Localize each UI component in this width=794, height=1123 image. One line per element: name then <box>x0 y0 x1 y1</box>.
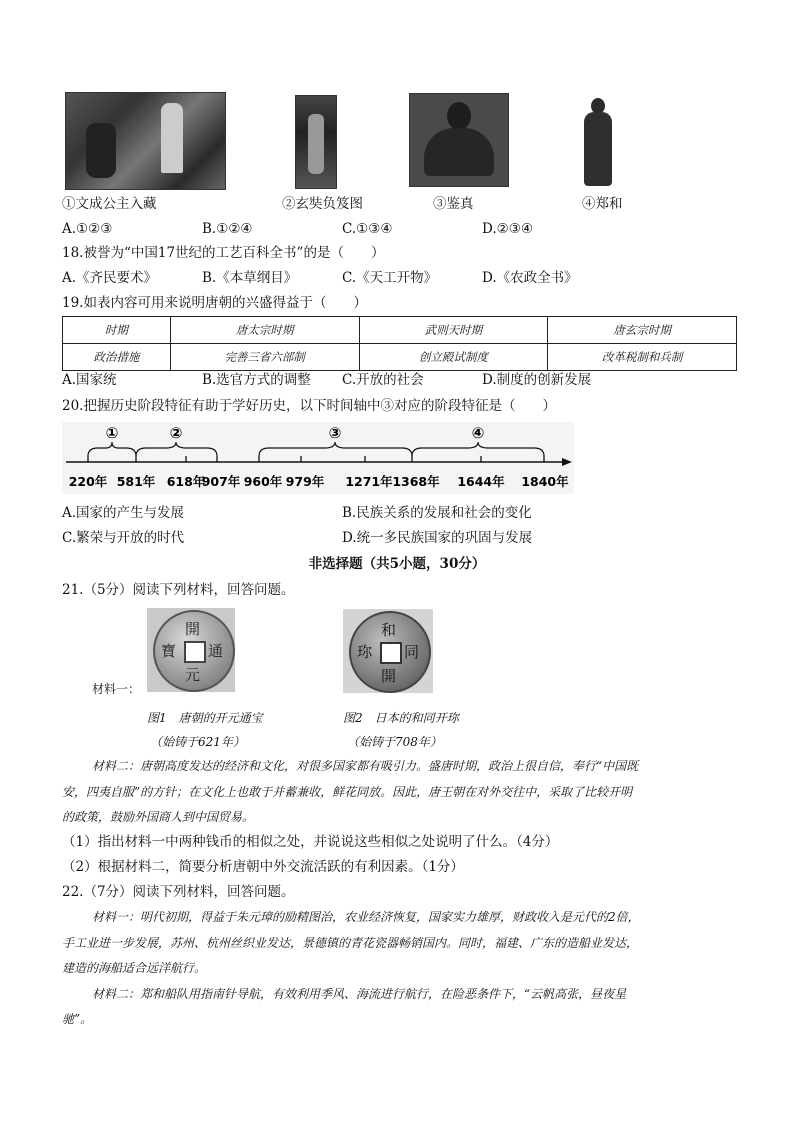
q20-option-b: B.民族关系的发展和社会的变化 <box>342 505 532 521</box>
coin-square-hole <box>184 641 206 663</box>
q17-option-b: B.①②④ <box>202 221 253 237</box>
fig2-caption: 图2 日本的和同开珎 <box>343 711 459 725</box>
table-cell: 创立殿试制度 <box>359 344 548 371</box>
coin2-figure <box>343 609 433 693</box>
year-1368: 1368年 <box>392 474 440 489</box>
q17-option-a: A.①②③ <box>62 221 113 237</box>
caption-4: ④郑和 <box>582 196 623 212</box>
table-cell: 唐玄宗时期 <box>548 317 737 344</box>
q20-stem: 20.把握历史阶段特征有助于学好历史，以下时间轴中③对应的阶段特征是（ ） <box>62 398 556 414</box>
marker-1: ① <box>105 424 119 442</box>
year-220: 220年 <box>68 474 108 489</box>
marker-2: ② <box>169 424 183 442</box>
q18-option-a: A.《齐民要术》 <box>62 270 158 286</box>
coin-char: 通 <box>208 642 224 660</box>
q17-option-c: C.①③④ <box>342 221 393 237</box>
fig1-note: （始铸于621年） <box>150 735 245 749</box>
table-cell: 武则天时期 <box>359 317 548 344</box>
q18-option-b: B.《本草纲目》 <box>202 270 298 286</box>
kaiyuan-coin <box>153 610 235 692</box>
wencheng-princess-photo <box>65 92 226 190</box>
coin1-figure <box>147 608 235 692</box>
coin-char: 開 <box>381 667 397 685</box>
q22-material1-line2: 手工业进一步发展，苏州、杭州丝织业发达，景德镇的青花瓷器畅销国内。同时，福建、广东的造船业发达， <box>62 936 639 950</box>
q21-sub2: （2）根据材料二，简要分析唐朝中外交流活跃的有利因素。（1分） <box>62 859 464 875</box>
q21-material2-line1: 材料二：唐朝高度发达的经济和文化，对很多国家都有吸引力。盛唐时期，政治上很自信，奉行“中国既 <box>92 759 639 773</box>
q20-option-a: A.国家的产生与发展 <box>62 505 185 521</box>
q18-option-d: D.《农政全书》 <box>482 270 578 286</box>
table-cell: 时期 <box>63 317 171 344</box>
q18-option-c: C.《天工开物》 <box>342 270 438 286</box>
q21-stem: 21.（5分）阅读下列材料，回答问题。 <box>62 582 295 598</box>
q19-stem: 19.如表内容可用来说明唐朝的兴盛得益于（ ） <box>62 295 367 311</box>
coin-char: 和 <box>381 621 397 639</box>
year-1271: 1271年 <box>345 474 393 489</box>
fig2-note: （始铸于708年） <box>347 735 442 749</box>
q19-option-a: A.国家统 <box>62 372 117 388</box>
coin-char: 同 <box>404 643 420 661</box>
caption-1: ①文成公主入藏 <box>62 196 157 212</box>
coin-char: 元 <box>185 666 201 684</box>
q19-table <box>62 316 737 371</box>
section-title: 非选择题（共5小题，30分） <box>308 556 486 572</box>
table-cell: 政治措施 <box>63 344 171 371</box>
jianzhen-photo <box>409 93 509 187</box>
coin-square-hole <box>380 642 402 664</box>
year-960: 960年 <box>243 474 283 489</box>
coin-char: 開 <box>185 620 201 638</box>
year-581: 581年 <box>116 474 156 489</box>
table-cell: 唐太宗时期 <box>170 317 359 344</box>
q20-option-c: C.繁荣与开放的时代 <box>62 530 185 546</box>
caption-3: ③鉴真 <box>433 196 474 212</box>
q19-option-c: C.开放的社会 <box>342 372 424 388</box>
table-row <box>63 317 737 344</box>
q20-option-d: D.统一多民族国家的巩固与发展 <box>342 530 533 546</box>
material1-label: 材料一： <box>92 682 141 696</box>
table-cell: 改革税制和兵制 <box>548 344 737 371</box>
q22-material1-line1: 材料一：明代初期，得益于朱元璋的励精图治，农业经济恢复，国家实力雄厚，财政收入是元代的2倍， <box>92 910 640 924</box>
q18-stem: 18.被誉为“中国17世纪的工艺百科全书”的是（ ） <box>62 245 385 261</box>
table-cell: 完善三省六部制 <box>170 344 359 371</box>
xuanzang-photo <box>295 95 337 189</box>
year-907: 907年 <box>201 474 241 489</box>
q22-material2-line2: 驰”。 <box>62 1012 93 1026</box>
q22-material2-line1: 材料二：郑和船队用指南针导航，有效利用季风、海流进行航行，在险恶条件下，“云帆高张，昼夜星 <box>92 987 627 1001</box>
marker-3: ③ <box>328 424 342 442</box>
q22-material1-line3: 建造的海船适合远洋航行。 <box>62 961 207 975</box>
coin-char: 珎 <box>357 643 373 661</box>
wadokaichin-coin <box>349 611 431 693</box>
timeline <box>62 422 574 494</box>
q21-material2-line2: 安，四夷自服”的方针；在文化上也敢于并蓄兼收，鲜花同放。因此，唐王朝在对外交往中，采取了比较开明 <box>62 785 633 799</box>
q19-option-d: D.制度的创新发展 <box>482 372 592 388</box>
zhenghe-photo <box>578 96 620 188</box>
q19-option-b: B.选官方式的调整 <box>202 372 311 388</box>
q21-material2-line3: 的政策，鼓励外国商人到中国贸易。 <box>62 810 255 824</box>
year-1644: 1644年 <box>457 474 505 489</box>
year-618: 618年 <box>166 474 206 489</box>
caption-2: ②玄奘负笈图 <box>282 196 363 212</box>
year-979: 979年 <box>285 474 325 489</box>
marker-4: ④ <box>471 424 485 442</box>
fig1-caption: 图1 唐朝的开元通宝 <box>147 711 263 725</box>
year-1840: 1840年 <box>521 474 569 489</box>
coin-char: 寶 <box>161 642 177 660</box>
q22-stem: 22.（7分）阅读下列材料，回答问题。 <box>62 884 295 900</box>
q21-sub1: （1）指出材料一中两种钱币的相似之处，并说说这些相似之处说明了什么。（4分） <box>62 834 559 850</box>
table-row <box>63 344 737 371</box>
q17-option-d: D.②③④ <box>482 221 533 237</box>
